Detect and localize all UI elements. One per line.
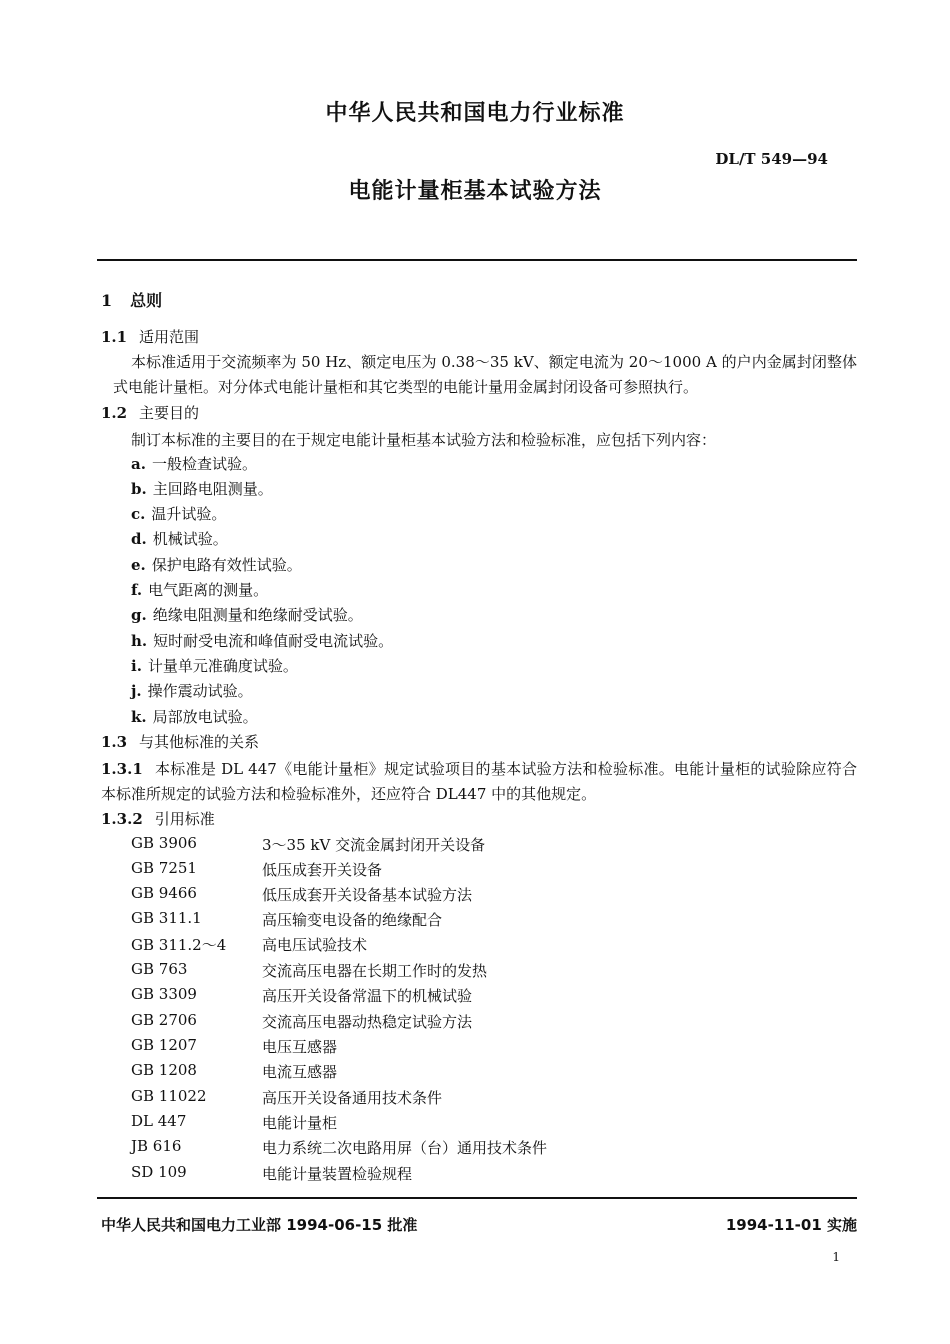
document-title: 电能计量柜基本试验方法	[348, 179, 602, 204]
subsection-1-3-heading	[101, 731, 259, 752]
list-item: j. 操作震动试验。	[131, 682, 253, 700]
header-divider	[97, 259, 857, 261]
ref-title: 高压输变电设备的绝缘配合	[262, 911, 443, 929]
list-item: b. 主回路电阻测量。	[131, 480, 273, 498]
ref-code: DL 447	[131, 1112, 187, 1130]
subsection-1-1-heading	[101, 326, 199, 347]
relationship-paragraph	[101, 757, 857, 807]
list-item: d. 机械试验。	[131, 530, 228, 548]
list-item: c. 温升试验。	[131, 505, 227, 523]
ref-title: 低压成套开关设备	[262, 861, 383, 879]
ref-code: GB 9466	[131, 884, 197, 902]
ref-code: GB 1207	[131, 1036, 197, 1054]
page-number: 1	[832, 1250, 840, 1264]
ref-code: GB 3309	[131, 985, 197, 1003]
purpose-intro: 制订本标准的主要目的在于规定电能计量柜基本试验方法和检验标准，应包括下列内容：	[131, 431, 717, 449]
list-item: g. 绝缘电阻测量和绝缘耐受试验。	[131, 606, 363, 624]
approval-line: 中华人民共和国电力工业部 1994-06-15 批准	[101, 1216, 418, 1234]
ref-code: GB 3906	[131, 834, 197, 852]
list-item: i. 计量单元准确度试验。	[131, 657, 298, 675]
ref-title: 低压成套开关设备基本试验方法	[262, 886, 473, 904]
list-item: f. 电气距离的测量。	[131, 581, 269, 599]
subsection-number: 1.3.2	[101, 810, 143, 828]
section-title: 总则	[130, 291, 163, 310]
standard-organization-title: 中华人民共和国电力行业标准	[325, 101, 625, 126]
scope-paragraph: 本标准适用于交流频率为 50 Hz、额定电压为 0.38～35 kV、额定电流为 20～1000 A 的户内金属封闭整体式电能计量柜。对分体式电能计量柜和其它类型的电能计量用金属封闭设备可参照执行。	[113, 353, 857, 396]
list-item: e. 保护电路有效性试验。	[131, 556, 302, 574]
list-item: h. 短时耐受电流和峰值耐受电流试验。	[131, 632, 394, 650]
ref-code: GB 1208	[131, 1061, 197, 1079]
list-item: a. 一般检查试验。	[131, 455, 257, 473]
ref-title: 高压开关设备通用技术条件	[262, 1089, 443, 1107]
ref-code: GB 311.1	[131, 909, 202, 927]
section-1-heading	[101, 288, 162, 311]
subsection-1-3-2-heading	[101, 808, 215, 829]
ref-code: JB 616	[131, 1137, 182, 1155]
subsection-number: 1.3.1	[101, 760, 143, 778]
section-number: 1	[101, 291, 113, 310]
ref-code: GB 763	[131, 960, 188, 978]
ref-code: GB 7251	[131, 859, 197, 877]
subsection-number: 1.3	[101, 733, 128, 751]
subsection-number: 1.2	[101, 404, 128, 422]
relationship-text: 本标准是 DL 447《电能计量柜》规定试验项目的基本试验方法和检验标准。电能计量柜的试验除应符合本标准所规定的试验方法和检验标准外，还应符合 DL447 中的其他规定。	[101, 760, 857, 803]
ref-title: 高压开关设备常温下的机械试验	[262, 987, 473, 1005]
subsection-number: 1.1	[101, 328, 128, 346]
subsection-title: 主要目的	[139, 404, 200, 422]
ref-title: 电力系统二次电路用屏（台）通用技术条件	[262, 1139, 548, 1157]
ref-title: 电能计量柜	[262, 1114, 338, 1132]
ref-code: GB 311.2～4	[131, 936, 227, 954]
ref-code: GB 2706	[131, 1011, 197, 1029]
subsection-1-2-heading	[101, 402, 199, 423]
ref-title: 电压互感器	[262, 1038, 338, 1056]
ref-title: 交流高压电器动热稳定试验方法	[262, 1013, 473, 1031]
ref-title: 3～35 kV 交流金属封闭开关设备	[262, 836, 486, 854]
list-item: k. 局部放电试验。	[131, 708, 258, 726]
ref-title: 交流高压电器在长期工作时的发热	[262, 962, 488, 980]
ref-code: GB 11022	[131, 1087, 207, 1105]
effective-date: 1994-11-01 实施	[725, 1216, 857, 1234]
standard-code: DL/T 549—94	[715, 150, 828, 168]
ref-code: SD 109	[131, 1163, 187, 1181]
subsection-title: 引用标准	[154, 810, 215, 828]
ref-title: 高电压试验技术	[262, 936, 368, 954]
footer-divider	[97, 1197, 857, 1199]
ref-title: 电流互感器	[262, 1063, 338, 1081]
subsection-title: 与其他标准的关系	[139, 733, 260, 751]
subsection-title: 适用范围	[139, 328, 200, 346]
ref-title: 电能计量装置检验规程	[262, 1165, 413, 1183]
